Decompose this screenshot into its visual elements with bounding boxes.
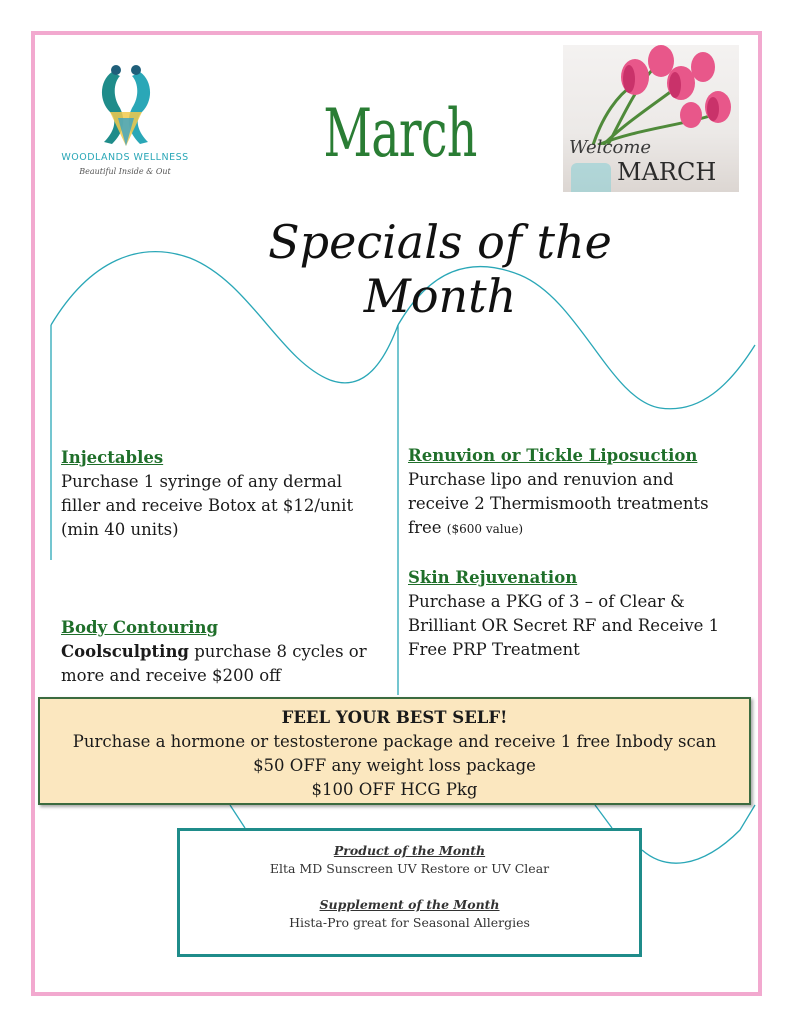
woodlands-wellness-logo: [50, 60, 200, 185]
feature-line: Purchase a hormone or testosterone package and receive 1 free Inbody scan: [72, 732, 717, 751]
specials-title: Specials of the Month: [268, 215, 612, 323]
product-text: Elta MD Sunscreen UV Restore or UV Clear: [269, 861, 550, 876]
logo-name: WOODLANDS WELLNESS: [61, 152, 189, 163]
injectables-heading: Injectables: [61, 448, 164, 467]
skin-rejuvenation-text: Purchase a PKG of 3 – of Clear & Brilliant OR Secret RF and Receive 1 Free PRP Treatment: [408, 592, 720, 659]
supplement-heading: Supplement of the Month: [319, 897, 500, 912]
month-title: March: [323, 95, 477, 172]
feature-line: $50 OFF any weight loss package: [253, 756, 536, 775]
skin-rejuvenation-section: [408, 566, 738, 662]
body-contouring-text: [61, 640, 391, 688]
mason-jar: [571, 163, 611, 192]
supplement-text: Hista-Pro great for Seasonal Allergies: [289, 915, 530, 930]
body-contouring-heading: Body Contouring: [61, 618, 219, 637]
renuvion-section: [408, 444, 738, 541]
feature-line: $100 OFF HCG Pkg: [311, 780, 478, 799]
feel-your-best-box: [38, 697, 751, 805]
product-heading: Product of the Month: [333, 843, 486, 858]
tulip-photo: [563, 45, 739, 192]
tulips-icon: [563, 45, 739, 145]
renuvion-text: [408, 468, 738, 541]
body-contouring-detail: purchase 8 cycles or more and receive $200 off: [61, 642, 367, 685]
photo-march-text: MARCH: [617, 158, 717, 186]
photo-welcome-text: Welcome: [569, 137, 652, 158]
body-contouring-section: [61, 616, 391, 688]
renuvion-detail: Purchase lipo and renuvion and receive 2 Thermismooth treatments free: [408, 470, 709, 537]
product-of-month-box: [177, 828, 642, 957]
feel-your-best-title: FEEL YOUR BEST SELF!: [281, 708, 508, 727]
logo-tagline: Beautiful Inside & Out: [79, 167, 171, 176]
injectables-section: [61, 446, 381, 542]
renuvion-heading: Renuvion or Tickle Liposuction: [408, 446, 698, 465]
peacock-couple-icon: [90, 60, 162, 150]
coolsculpting-label: Coolsculpting: [61, 642, 189, 661]
skin-rejuvenation-heading: Skin Rejuvenation: [408, 568, 578, 587]
renuvion-value-note: ($600 value): [446, 522, 524, 536]
injectables-text: Purchase 1 syringe of any dermal filler and receive Botox at $12/unit (min 40 units): [61, 472, 354, 539]
